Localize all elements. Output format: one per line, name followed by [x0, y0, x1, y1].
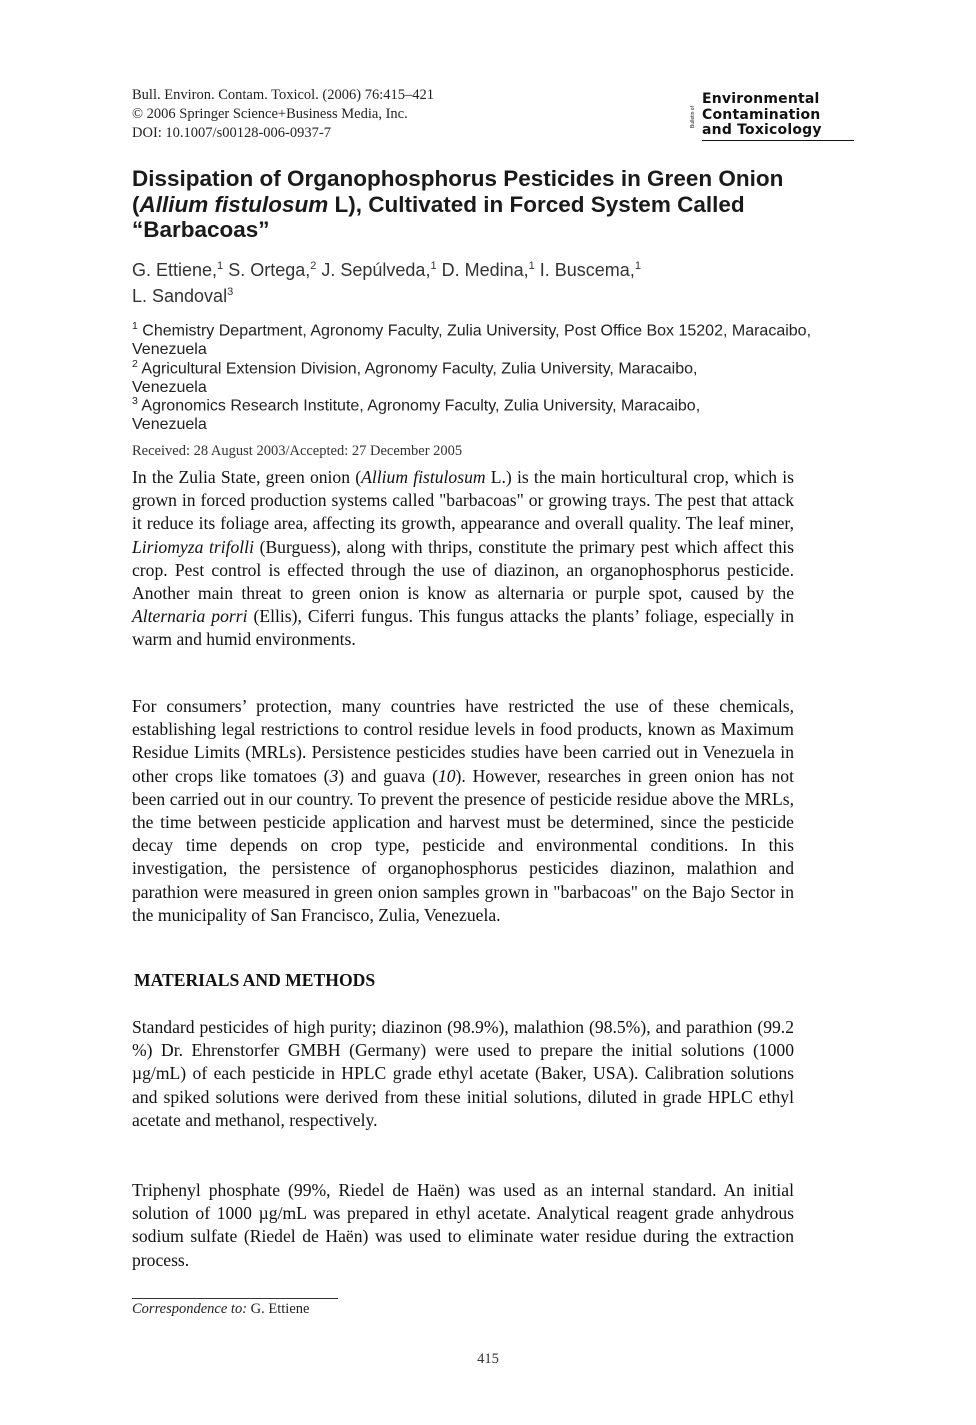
journal-logo-line-2: Contamination — [702, 106, 821, 123]
paragraph-introduction-2: For consumers’ protection, many countries have restricted the use of these chemicals, establishing legal restrictions to control residue levels in food products, known as Maximum Residue Limits (MRLs). Persistence pesticides studies have been carried out in Venezuela in other crops like tomatoes (3) and guava (10). However, researches in green onion has not been carried out in our country. To prevent the presence of pesticide residue above the MRLs, the time between pesticide application and harvest must be determined, since the pesticide decay time depends on crop type, pesticide and environmental conditions. In this investigation, the persistence of organophosphorus pesticides diazinon, malathion and parathion were measured in green onion samples grown in "barbacoas" on the Bajo Sector in the municipality of San Francisco, Zulia, Venezuela. — [132, 696, 794, 925]
journal-logo-line-3: and Toxicology — [702, 122, 822, 138]
author: D. Medina,$^1$ — [441, 260, 535, 280]
author-list — [132, 255, 852, 307]
affiliation-3: $^3$ Agronomics Research Institute, Agronomy Faculty, Zulia University, Maracaibo, Venezuela — [132, 395, 701, 433]
footnote-rule — [132, 1298, 338, 1299]
journal-logo-side-text: Bulletin of — [690, 106, 696, 128]
reference-link: 3 — [329, 765, 339, 786]
title-text-2: L), Cultivated in Forced System Called “Barbacoas” — [132, 191, 745, 242]
page-number: 415 — [477, 1351, 499, 1367]
author: S. Ortega,$^2$ — [228, 260, 317, 280]
journal-logo-underline — [702, 140, 854, 141]
affiliation-1: $^1$ Chemistry Department, Agronomy Faculty, Zulia University, Post Office Box 15202, Maracaibo, Venezuela — [132, 320, 812, 358]
reference-link: 10 — [437, 765, 456, 786]
title-species: Allium fistulosum — [139, 191, 329, 217]
received-dates: Received: 28 August 2003/Accepted: 27 December 2005 — [132, 443, 463, 459]
paper-title — [132, 166, 852, 243]
paragraph-methods-1: Standard pesticides of high purity; diazinon (98.9%), malathion (98.5%), and parathion (99.2 %) Dr. Ehrenstorfer GMBH (Germany) were used to prepare the initial solutions (1000 µg/mL) of each pesticide in HPLC grade ethyl acetate (Baker, USA). Calibration solutions and spiked solutions were derived from these initial solutions, diluted in grade HPLC ethyl acetate and methanol, respectively. — [132, 1017, 794, 1130]
affiliation-2: $^2$ Agricultural Extension Division, Agronomy Faculty, Zulia University, Maracaibo, Venezuela — [132, 358, 698, 396]
paragraph-introduction-1: In the Zulia State, green onion (Allium fistulosum L.) is the main horticultural crop, which is grown in forced production systems called "barbacoas" or growing trays. The pest that attack it reduce its foliage area, affecting its growth, appearance and overall quality. The leaf miner, Liriomyza trifolli (Burguess), along with thrips, constitute the primary pest which affect this crop. Pest control is effected through the use of diazinon, an organophosphorus pesticide. Another main threat to green onion is know as alternaria or purple spot, caused by the Alternaria porri (Ellis), Ciferri fungus. This fungus attacks the plants’ foliage, especially in warm and humid environments. — [132, 467, 795, 650]
copyright-line: © 2006 Springer Science+Business Media, Inc. — [132, 106, 408, 122]
paragraph-methods-2: Triphenyl phosphate (99%, Riedel de Haën) was used as an internal standard. An initial solution of 1000 µg/mL was prepared in ethyl acetate. Analytical reagent grade anhydrous sodium sulfate (Riedel de Haën) was used to eliminate water residue during the extraction process. — [132, 1180, 794, 1270]
author: G. Ettiene,$^1$ — [132, 260, 224, 280]
journal-logo-line-1: Environmental — [702, 91, 820, 107]
author: L. Sandoval$^3$ — [132, 286, 234, 306]
doi-line: DOI: 10.1007/s00128-006-0937-7 — [132, 125, 331, 141]
journal-logo — [690, 92, 856, 142]
journal-citation-block — [132, 86, 434, 143]
correspondence-footnote: Correspondence to: G. Ettiene — [132, 1301, 310, 1317]
citation-line: Bull. Environ. Contam. Toxicol. (2006) 76:415–421 — [132, 87, 434, 103]
author: I. Buscema,$^1$ — [539, 260, 641, 280]
title-text-1: Dissipation of Organophosphorus Pesticides in Green Onion ( — [132, 166, 784, 217]
section-heading: MATERIALS AND METHODS — [134, 970, 376, 990]
author: J. Sepúlveda,$^1$ — [321, 260, 437, 280]
